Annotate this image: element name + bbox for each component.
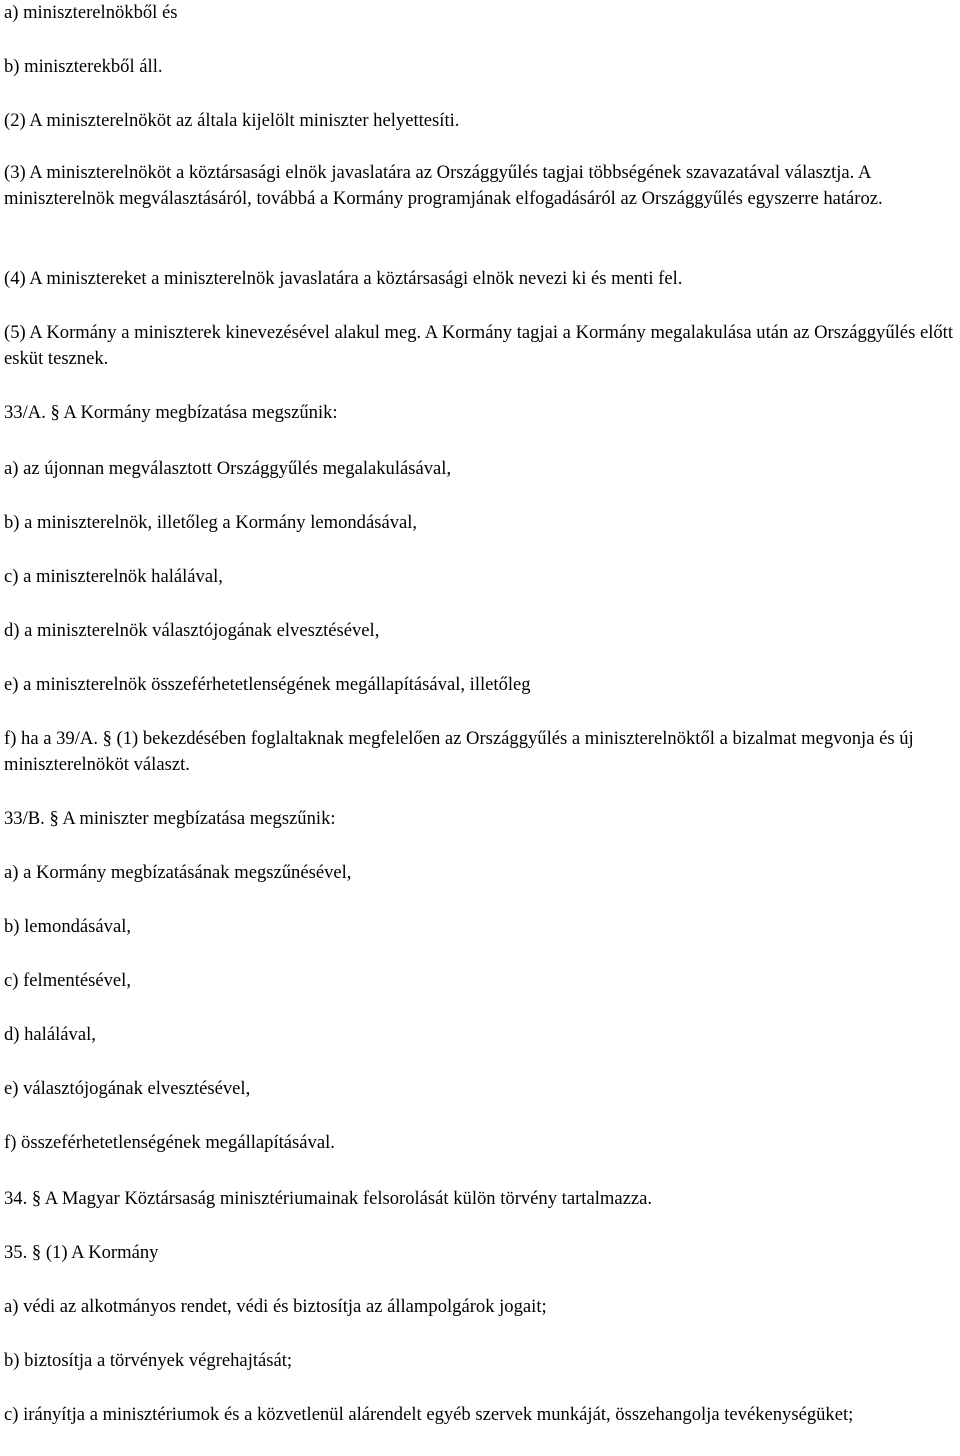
list-item-33a-e: e) a miniszterelnök összeférhetetlenségének megállapításával, illetőleg xyxy=(4,674,531,695)
list-item-33a-d: d) a miniszterelnök választójogának elvesztésével, xyxy=(4,620,380,641)
paragraph-5: (5) A Kormány a miniszterek kinevezésével alakul meg. A Kormány tagjai a Kormány megalakulása után az Országgyűlés előtt esküt tesznek. xyxy=(4,322,953,369)
section-33a-heading: 33/A. § A Kormány megbízatása megszűnik: xyxy=(4,402,338,423)
list-item-33b-c: c) felmentésével, xyxy=(4,970,131,991)
list-item-33b-f: f) összeférhetetlenségének megállapításával. xyxy=(4,1132,335,1153)
list-item-33a-c: c) a miniszterelnök halálával, xyxy=(4,566,223,587)
list-item-35-b: b) biztosítja a törvények végrehajtását; xyxy=(4,1350,293,1371)
paragraph-2: (2) A miniszterelnököt az általa kijelölt miniszter helyettesíti. xyxy=(4,110,460,131)
list-item-33b-b: b) lemondásával, xyxy=(4,916,132,937)
list-item-33b-d: d) halálával, xyxy=(4,1024,96,1045)
list-item-35-a: a) védi az alkotmányos rendet, védi és biztosítja az állampolgárok jogait; xyxy=(4,1296,547,1317)
list-item-33a-b: b) a miniszterelnök, illetőleg a Kormány lemondásával, xyxy=(4,512,418,533)
paragraph-b-miniszterek: b) miniszterekből áll. xyxy=(4,56,163,77)
section-33b-heading: 33/B. § A miniszter megbízatása megszűnik: xyxy=(4,808,336,829)
list-item-33a-a: a) az újonnan megválasztott Országgyűlés megalakulásával, xyxy=(4,458,452,479)
paragraph-3: (3) A miniszterelnököt a köztársasági elnök javaslatára az Országgyűlés tagjai többségének szavazatával választja. A miniszterelnök megválasztásáról, továbbá a Kormány programjának elfogadásáról az Országgyűlés egyszerre határoz. xyxy=(4,162,883,209)
section-34: 34. § A Magyar Köztársaság minisztériumainak felsorolását külön törvény tartalmazza. xyxy=(4,1188,652,1209)
list-item-33a-f: f) ha a 39/A. § (1) bekezdésében foglaltaknak megfelelően az Országgyűlés a miniszterelnöktől a bizalmat megvonja és új miniszterelnököt választ. xyxy=(4,728,914,775)
list-item-33b-a: a) a Kormány megbízatásának megszűnésével, xyxy=(4,862,352,883)
list-item-35-c: c) irányítja a minisztériumok és a közvetlenül alárendelt egyéb szervek munkáját, összehangolja tevékenységüket; xyxy=(4,1404,854,1425)
section-35-heading: 35. § (1) A Kormány xyxy=(4,1242,159,1263)
paragraph-4: (4) A minisztereket a miniszterelnök javaslatára a köztársasági elnök nevezi ki és menti fel. xyxy=(4,268,683,289)
list-item-33b-e: e) választójogának elvesztésével, xyxy=(4,1078,251,1099)
paragraph-a-miniszterelnok: a) miniszterelnökből és xyxy=(4,2,178,23)
